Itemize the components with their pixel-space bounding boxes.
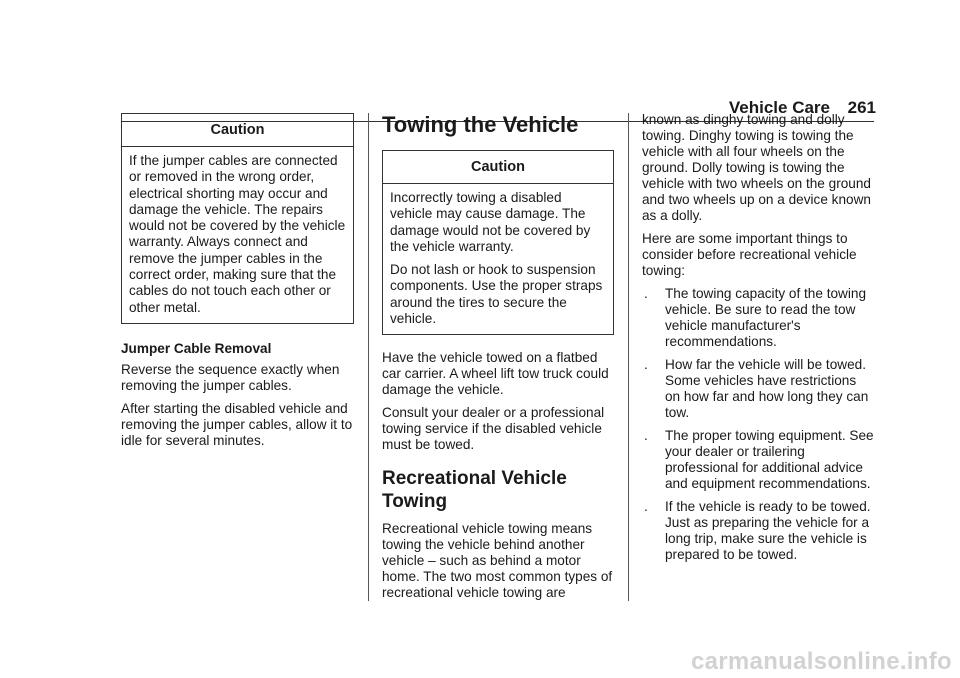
column-divider-1 [368,113,369,601]
caution-title: Caution [122,114,353,147]
bullet-marker: . [644,286,648,301]
caution-text: Do not lash or hook to suspension components. Use the proper straps around the tires to secure the vehicle. [390,262,603,327]
watermark: carmanualsonline.info [690,648,952,675]
paragraph: known as dinghy towing and dolly towing. Dinghy towing is towing the vehicle with all four wheels on the ground. Dolly towing is towing the vehicle with two wheels on the ground and two wheels up on a device known as a dolly. [642,112,871,223]
column-2 [382,112,614,608]
page-number: 261 [847,98,876,117]
list-item [642,286,874,350]
bullet-marker: . [644,357,648,372]
paragraph: Reverse the sequence exactly when removing the jumper cables. [121,361,340,393]
caution-box-towing [382,150,614,335]
caution-body [122,147,353,323]
heading-towing-the-vehicle: Towing the Vehicle [382,112,579,137]
section-title: Vehicle Care [728,98,830,117]
caution-text: Incorrectly towing a disabled vehicle may cause damage. The damage would not be covered by the vehicle warranty. [390,190,591,254]
column-3 [642,112,874,570]
paragraph: After starting the disabled vehicle and removing the jumper cables, allow it to idle for several minutes. [121,400,353,448]
column-divider-2 [628,113,629,601]
list-item [642,428,874,492]
list-item-text: If the vehicle is ready to be towed. Just as preparing the vehicle for a long trip, make sure the vehicle is prepared to be towed. [665,499,871,562]
list-item-text: How far the vehicle will be towed. Some vehicles have restrictions on how far and how long they can tow. [665,357,869,420]
paragraph: Have the vehicle towed on a flatbed car carrier. A wheel lift tow truck could damage the vehicle. [382,350,609,398]
caution-text: If the jumper cables are connected or removed in the wrong order, electrical shorting may occur and damage the vehicle. The repairs would not be covered by the vehicle warranty. Always connect and remove the jumper cables in the correct order, making sure that the cables do not touch each other or other metal. [129,153,346,315]
caution-box-jumper [121,113,354,324]
column-1 [121,113,354,456]
heading-recreational-vehicle-towing: Recreational Vehicle Towing [382,468,567,513]
bullet-marker: . [644,499,648,514]
caution-title: Caution [383,151,613,184]
paragraph: Here are some important things to consider before recreational vehicle towing: [642,231,857,278]
caution-body [383,184,613,334]
paragraph: Recreational vehicle towing means towing the vehicle behind another vehicle – such as behind a motor home. The two most common types of recreational vehicle towing are [382,521,613,601]
bullet-marker: . [644,428,648,443]
paragraph: Consult your dealer or a professional towing service if the disabled vehicle must be towed. [382,405,605,453]
list-item [642,499,874,563]
list-item [642,357,874,421]
list-item-text: The towing capacity of the towing vehicle. Be sure to read the tow vehicle manufacturer's recommendations. [665,286,866,349]
subheading-jumper-cable-removal: Jumper Cable Removal [121,340,272,356]
list-item-text: The proper towing equipment. See your dealer or trailering professional for additional advice and equipment recommendations. [665,428,874,491]
